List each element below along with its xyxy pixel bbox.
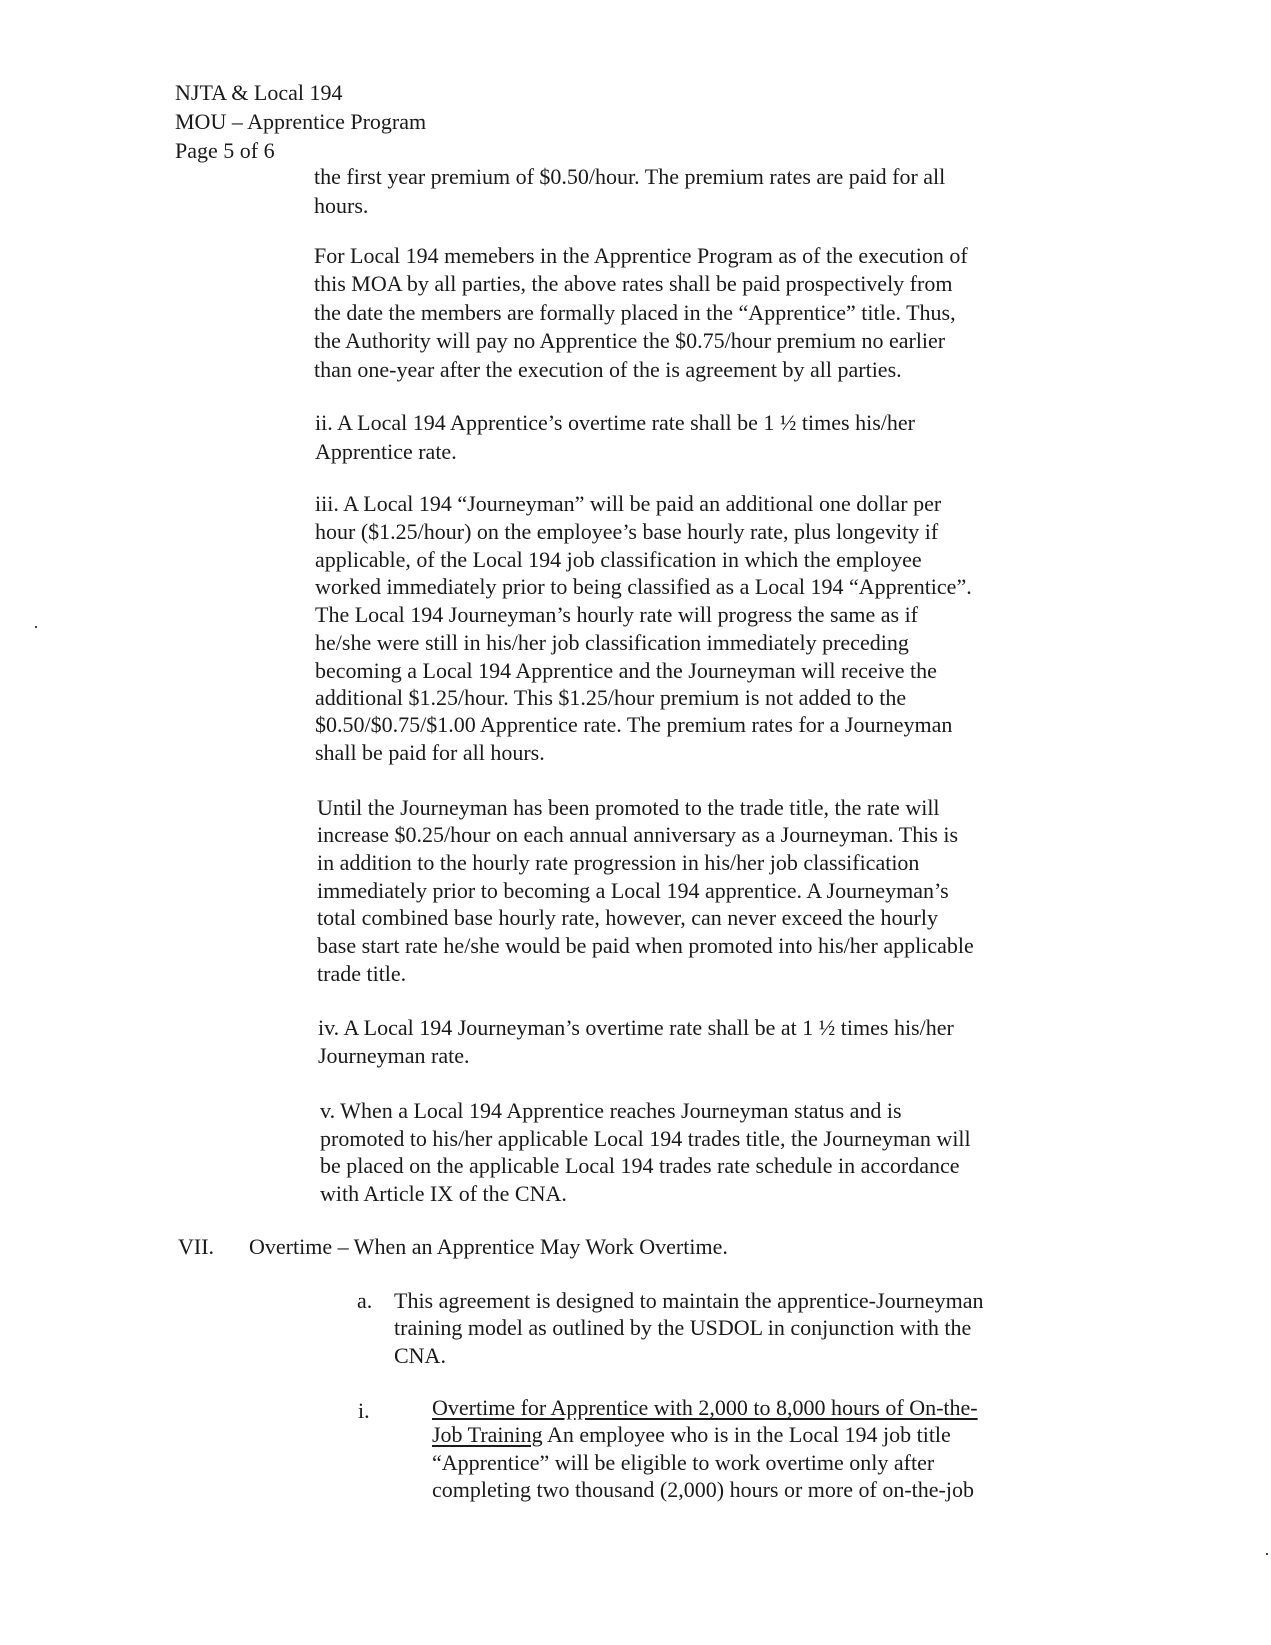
body-line: this MOA by all parties, the above rates shall be paid prospectively from (314, 271, 953, 296)
body-line: immediately prior to becoming a Local 194 apprentice. A Journeyman’s (317, 878, 949, 903)
body-line: iii. A Local 194 “Journeyman” will be paid an additional one dollar per (315, 491, 942, 516)
body-line: total combined base hourly rate, however, can never exceed the hourly (317, 905, 938, 930)
body-line: The Local 194 Journeyman’s hourly rate will progress the same as if (315, 602, 919, 627)
body-line: increase $0.25/hour on each annual anniversary as a Journeyman. This is (317, 822, 959, 847)
body-line: additional $1.25/hour. This $1.25/hour premium is not added to the (315, 685, 907, 710)
item-i-heading-end: Job Training (432, 1422, 543, 1447)
body-line: $0.50/$0.75/$1.00 Apprentice rate. The premium rates for a Journeyman (315, 712, 953, 737)
body-line: ii. A Local 194 Apprentice’s overtime rate shall be 1 ½ times his/her (315, 410, 915, 435)
body-line: hours. (314, 193, 369, 218)
item-label-a: a. (357, 1288, 373, 1313)
body-line: v. When a Local 194 Apprentice reaches Journeyman status and is (320, 1098, 902, 1123)
item-a-line: CNA. (394, 1343, 446, 1368)
section-title: Overtime – When an Apprentice May Work Overtime. (249, 1234, 728, 1259)
body-line: Journeyman rate. (318, 1043, 470, 1068)
item-i-heading: Overtime for Apprentice with 2,000 to 8,000 hours of On-the- (432, 1395, 978, 1420)
header-line-2: MOU – Apprentice Program (175, 109, 427, 134)
section-numeral: VII. (178, 1234, 215, 1259)
header-line-1: NJTA & Local 194 (175, 80, 343, 105)
body-line: applicable, of the Local 194 job classification in which the employee (315, 547, 922, 572)
body-line: Apprentice rate. (315, 439, 457, 464)
item-i-line: “Apprentice” will be eligible to work overtime only after (432, 1450, 935, 1475)
body-line: shall be paid for all hours. (315, 740, 545, 765)
body-line: For Local 194 memebers in the Apprentice Program as of the execution of (314, 243, 968, 268)
body-line: iv. A Local 194 Journeyman’s overtime rate shall be at 1 ½ times his/her (318, 1015, 954, 1040)
body-line: with Article IX of the CNA. (320, 1181, 567, 1206)
body-line: the Authority will pay no Apprentice the $0.75/hour premium no earlier (314, 328, 946, 353)
item-i-line-rest: An employee who is in the Local 194 job title (542, 1422, 951, 1447)
item-i-line (432, 1420, 951, 1449)
body-line: worked immediately prior to being classified as a Local 194 “Apprentice”. (315, 574, 972, 599)
item-a-line: This agreement is designed to maintain the apprentice-Journeyman (394, 1288, 984, 1313)
body-line: Until the Journeyman has been promoted to the trade title, the rate will (317, 795, 940, 820)
body-line: he/she were still in his/her job classification immediately preceding (315, 630, 909, 655)
body-line: the date the members are formally placed in the “Apprentice” title. Thus, (314, 300, 956, 325)
scan-speck (35, 626, 37, 628)
scan-speck (1266, 1553, 1268, 1555)
body-line: trade title. (317, 961, 407, 986)
item-label-i: i. (358, 1398, 370, 1423)
body-line: promoted to his/her applicable Local 194 trades title, the Journeyman will (320, 1126, 971, 1151)
body-line: becoming a Local 194 Apprentice and the Journeyman will receive the (315, 658, 937, 683)
body-line: hour ($1.25/hour) on the employee’s base hourly rate, plus longevity if (315, 519, 939, 544)
body-line: than one-year after the execution of the is agreement by all parties. (314, 357, 902, 382)
body-line: be placed on the applicable Local 194 trades rate schedule in accordance (320, 1153, 960, 1178)
body-line: the first year premium of $0.50/hour. The premium rates are paid for all (314, 164, 946, 189)
item-i-line: completing two thousand (2,000) hours or more of on-the-job (432, 1477, 974, 1502)
body-line: in addition to the hourly rate progression in his/her job classification (317, 850, 920, 875)
body-line: base start rate he/she would be paid when promoted into his/her applicable (317, 933, 974, 958)
item-a-line: training model as outlined by the USDOL in conjunction with the (394, 1315, 972, 1340)
header-line-3: Page 5 of 6 (175, 138, 275, 163)
